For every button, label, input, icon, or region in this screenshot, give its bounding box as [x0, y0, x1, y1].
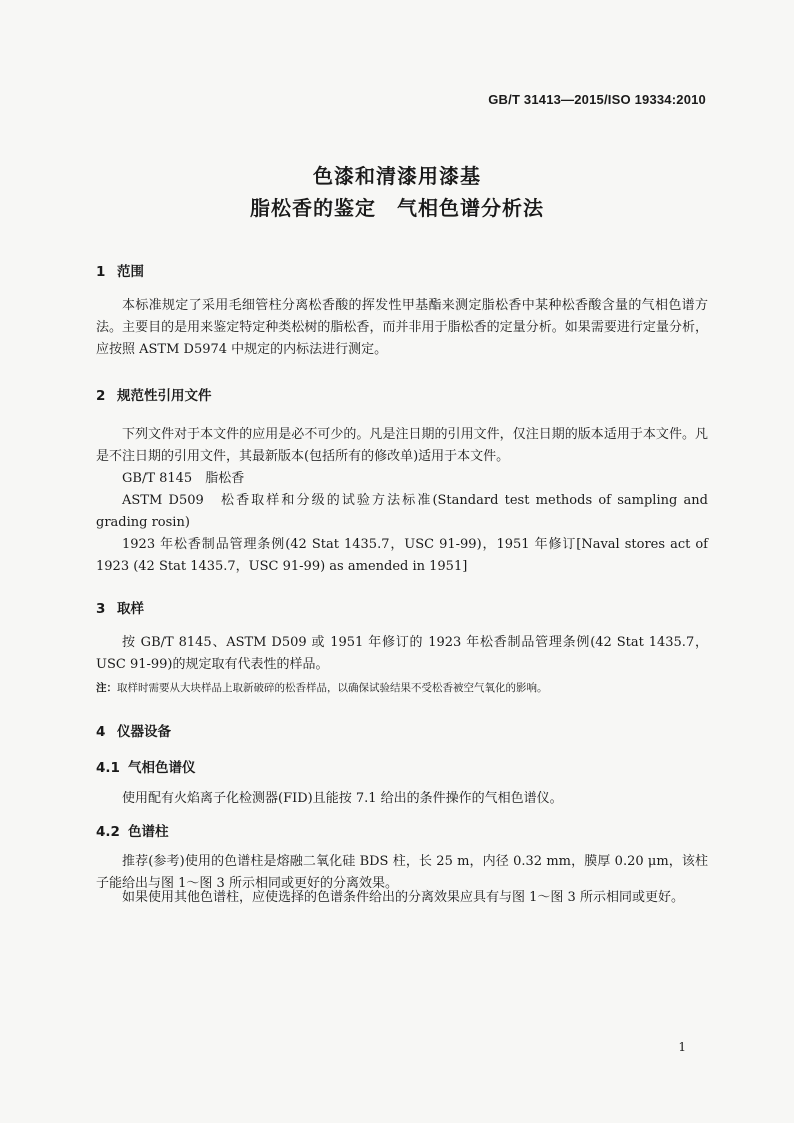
reference-naval-stores-act: 1923 年松香制品管理条例(42 Stat 1435.7，USC 91-99)，1951 年修订[Naval stores act of 1923 (42 Stat 1435.7，USC 91-99) as amended in 1951] [96, 537, 708, 574]
section-title: 色谱柱 [128, 824, 169, 840]
section-title: 取样 [117, 601, 144, 617]
section-4-1-heading [96, 756, 196, 776]
section-number: 4.1 [96, 760, 120, 776]
title-line-2: 脂松香的鉴定 气相色谱分析法 [250, 196, 544, 220]
section-title: 仪器设备 [117, 724, 171, 740]
section-1-heading [96, 260, 144, 280]
section-1-paragraph: 本标准规定了采用毛细管柱分离松香酸的挥发性甲基酯来测定脂松香中某种松香酸含量的气相色谱方法。主要目的是用来鉴定特定种类松树的脂松香，而并非用于脂松香的定量分析。如果需要进行定量分析，应按照 ASTM D5974 中规定的内标法进行测定。 [96, 298, 708, 357]
section-4-heading [96, 720, 171, 740]
section-4-2-paragraph-1: 推荐(参考)使用的色谱柱是熔融二氧化硅 BDS 柱，长 25 m，内径 0.32 mm，膜厚 0.20 μm，该柱子能给出与图 1～图 3 所示相同或更好的分离效果。 [96, 854, 708, 891]
section-title: 规范性引用文件 [117, 388, 212, 404]
note-label: 注： [96, 682, 117, 694]
section-number: 3 [96, 601, 106, 617]
reference-gbt-8145: GB/T 8145 脂松香 [122, 471, 245, 486]
page-number: 1 [678, 1040, 686, 1054]
section-2-heading [96, 384, 212, 404]
reference-astm-d509: ASTM D509 松香取样和分级的试验方法标准(Standard test methods of sampling and grading rosin) [96, 493, 708, 530]
section-title: 气相色谱仪 [128, 760, 196, 776]
standard-number: GB/T 31413—2015/ISO 19334:2010 [488, 92, 706, 107]
section-number: 1 [96, 264, 106, 280]
section-3-note [96, 680, 708, 696]
section-3-paragraph: 按 GB/T 8145、ASTM D509 或 1951 年修订的 1923 年松香制品管理条例(42 Stat 1435.7，USC 91-99)的规定取有代表性的样品。 [96, 635, 708, 672]
section-4-1-paragraph: 使用配有火焰离子化检测器(FID)且能按 7.1 给出的条件操作的气相色谱仪。 [122, 791, 563, 806]
section-4-2-paragraph-2: 如果使用其他色谱柱，应使选择的色谱条件给出的分离效果应具有与图 1～图 3 所示相同或更好。 [122, 890, 684, 905]
section-4-2-heading [96, 820, 169, 840]
section-3-heading [96, 597, 144, 617]
section-number: 4 [96, 724, 106, 740]
section-number: 4.2 [96, 824, 120, 840]
section-title: 范围 [117, 264, 144, 280]
section-2-paragraph: 下列文件对于本文件的应用是必不可少的。凡是注日期的引用文件，仅注日期的版本适用于本文件。凡是不注日期的引用文件，其最新版本(包括所有的修改单)适用于本文件。 [96, 427, 708, 464]
note-text: 取样时需要从大块样品上取新破碎的松香样品，以确保试验结果不受松香被空气氧化的影响。 [117, 682, 548, 694]
title-line-1: 色漆和清漆用漆基 [313, 164, 481, 188]
section-number: 2 [96, 388, 106, 404]
